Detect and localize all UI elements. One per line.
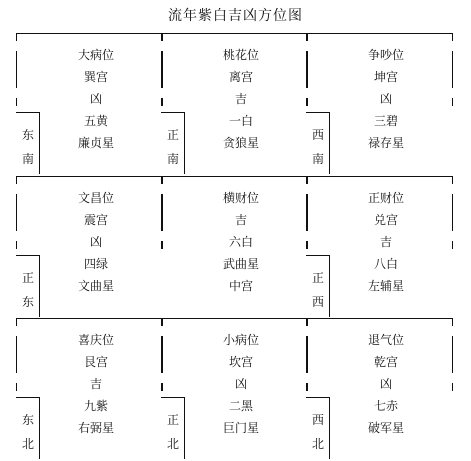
direction-bracket xyxy=(329,397,330,459)
palace-text xyxy=(336,44,436,154)
direction-bracket xyxy=(161,112,184,113)
direction-bracket xyxy=(16,397,39,398)
direction-bracket xyxy=(39,397,40,459)
cell-left-tick xyxy=(306,33,307,41)
cell-right-line xyxy=(452,336,453,373)
palace-line: 争吵位 xyxy=(367,48,404,62)
palace-line: 横财位 xyxy=(222,191,259,205)
palace-line: 七赤 xyxy=(373,399,398,413)
palace-cell xyxy=(306,33,453,176)
direction-bracket xyxy=(39,112,40,174)
palace-line: 巽宫 xyxy=(83,70,108,84)
palace-line: 喜庆位 xyxy=(77,333,114,347)
cell-top-line xyxy=(161,176,308,177)
palace-cell xyxy=(161,33,308,176)
palace-line: 凶 xyxy=(379,377,392,391)
palace-text xyxy=(46,44,146,154)
direction-label: 东 xyxy=(21,295,34,309)
cell-left-line xyxy=(161,51,162,88)
palace-line: 文昌位 xyxy=(77,191,114,205)
cell-top-line xyxy=(306,318,453,319)
palace-line: 右弼星 xyxy=(77,421,114,435)
cell-left-line xyxy=(16,336,17,373)
palace-line: 吉 xyxy=(234,92,247,106)
cell-right-tick xyxy=(452,176,453,184)
palace-text xyxy=(191,187,291,297)
cell-right-tick xyxy=(452,33,453,41)
palace-line: 坤宫 xyxy=(373,70,398,84)
direction-label: 东 xyxy=(21,128,34,142)
cell-left-line xyxy=(161,241,162,249)
palace-line: 文曲星 xyxy=(77,279,114,293)
cell-left-line xyxy=(161,98,162,106)
cell-left-line xyxy=(16,241,17,249)
direction-label: 南 xyxy=(311,152,324,166)
palace-line: 乾宫 xyxy=(373,355,398,369)
palace-line: 左辅星 xyxy=(367,279,404,293)
palace-line: 离宫 xyxy=(228,70,253,84)
direction-label: 北 xyxy=(166,437,179,451)
cell-left-line xyxy=(306,51,307,88)
palace-line: 禄存星 xyxy=(367,136,404,150)
palace-cell xyxy=(306,176,453,319)
cell-left-tick xyxy=(16,33,17,41)
palace-text xyxy=(46,187,146,297)
palace-line: 凶 xyxy=(234,377,247,391)
direction-bracket xyxy=(329,112,330,174)
palace-line: 吉 xyxy=(379,235,392,249)
cell-left-line xyxy=(16,194,17,231)
direction-label: 正 xyxy=(166,413,179,427)
palace-text xyxy=(336,329,436,439)
palace-line: 凶 xyxy=(379,92,392,106)
palace-line: 三碧 xyxy=(373,114,398,128)
palace-line: 坎宫 xyxy=(228,355,253,369)
palace-text xyxy=(191,329,291,439)
palace-line: 一白 xyxy=(228,114,253,128)
cell-top-line xyxy=(306,176,453,177)
cell-right-line xyxy=(452,241,453,249)
palace-cell xyxy=(16,33,163,176)
palace-cell xyxy=(306,318,453,461)
cell-right-line xyxy=(452,98,453,106)
direction-label: 正 xyxy=(166,128,179,142)
cell-left-line xyxy=(306,336,307,373)
palace-line: 五黄 xyxy=(83,114,108,128)
palace-line: 震宫 xyxy=(83,213,108,227)
cell-left-line xyxy=(306,241,307,249)
cell-top-line xyxy=(161,318,308,319)
cell-right-line xyxy=(452,51,453,88)
cell-left-tick xyxy=(306,176,307,184)
cell-left-tick xyxy=(306,318,307,326)
palace-line: 贪狼星 xyxy=(222,136,259,150)
direction-label: 正 xyxy=(21,271,34,285)
direction-bracket xyxy=(306,255,329,256)
cell-left-line xyxy=(161,383,162,391)
cell-right-tick xyxy=(452,318,453,326)
direction-bracket xyxy=(306,397,329,398)
palace-line: 巨门星 xyxy=(222,421,259,435)
palace-line: 退气位 xyxy=(367,333,404,347)
direction-label: 西 xyxy=(311,413,324,427)
palace-line: 破军星 xyxy=(367,421,404,435)
direction-label: 南 xyxy=(21,152,34,166)
palace-cell xyxy=(161,176,308,319)
cell-left-line xyxy=(16,98,17,106)
palace-cell xyxy=(16,318,163,461)
palace-line: 桃花位 xyxy=(222,48,259,62)
cell-left-tick xyxy=(161,176,162,184)
cell-left-line xyxy=(306,194,307,231)
cell-left-line xyxy=(16,51,17,88)
direction-label: 东 xyxy=(21,413,34,427)
palace-line: 凶 xyxy=(89,92,102,106)
cell-right-line xyxy=(452,383,453,391)
direction-label: 西 xyxy=(311,295,324,309)
palace-line: 八白 xyxy=(373,257,398,271)
cell-left-line xyxy=(306,98,307,106)
palace-text xyxy=(191,44,291,154)
palace-line: 吉 xyxy=(234,213,247,227)
diagram-title: 流年紫白吉凶方位图 xyxy=(168,8,303,24)
palace-line: 武曲星 xyxy=(222,257,259,271)
direction-label: 北 xyxy=(21,437,34,451)
cell-top-line xyxy=(16,176,163,177)
palace-text xyxy=(46,329,146,439)
cell-left-tick xyxy=(16,176,17,184)
cell-top-line xyxy=(306,33,453,34)
palace-cell xyxy=(161,318,308,461)
palace-line: 二黑 xyxy=(228,399,253,413)
palace-cell xyxy=(16,176,163,319)
direction-bracket xyxy=(184,397,185,459)
palace-line: 兑宫 xyxy=(373,213,398,227)
direction-label: 西 xyxy=(311,128,324,142)
palace-text xyxy=(336,187,436,297)
cell-left-line xyxy=(16,383,17,391)
cell-top-line xyxy=(161,33,308,34)
cell-left-line xyxy=(161,194,162,231)
cell-left-tick xyxy=(161,318,162,326)
cell-top-line xyxy=(16,318,163,319)
direction-bracket xyxy=(184,112,185,174)
cell-top-line xyxy=(16,33,163,34)
direction-bracket xyxy=(161,397,184,398)
palace-line: 九紫 xyxy=(83,399,108,413)
cell-left-line xyxy=(306,383,307,391)
direction-label: 北 xyxy=(311,437,324,451)
direction-bracket xyxy=(39,255,40,317)
palace-line: 中宫 xyxy=(228,279,253,293)
palace-line: 艮宫 xyxy=(83,355,108,369)
palace-line: 凶 xyxy=(89,235,102,249)
palace-line: 四绿 xyxy=(83,257,108,271)
direction-label: 正 xyxy=(311,271,324,285)
palace-line: 吉 xyxy=(89,377,102,391)
palace-line: 廉贞星 xyxy=(77,136,114,150)
palace-line: 大病位 xyxy=(77,48,114,62)
cell-left-tick xyxy=(161,33,162,41)
palace-line: 六白 xyxy=(228,235,253,249)
direction-label: 南 xyxy=(166,152,179,166)
direction-bracket xyxy=(306,112,329,113)
palace-line: 正财位 xyxy=(367,191,404,205)
direction-bracket xyxy=(329,255,330,317)
direction-bracket xyxy=(16,112,39,113)
cell-left-line xyxy=(161,336,162,373)
cell-right-line xyxy=(452,194,453,231)
palace-line: 小病位 xyxy=(222,333,259,347)
cell-left-tick xyxy=(16,318,17,326)
direction-bracket xyxy=(16,255,39,256)
